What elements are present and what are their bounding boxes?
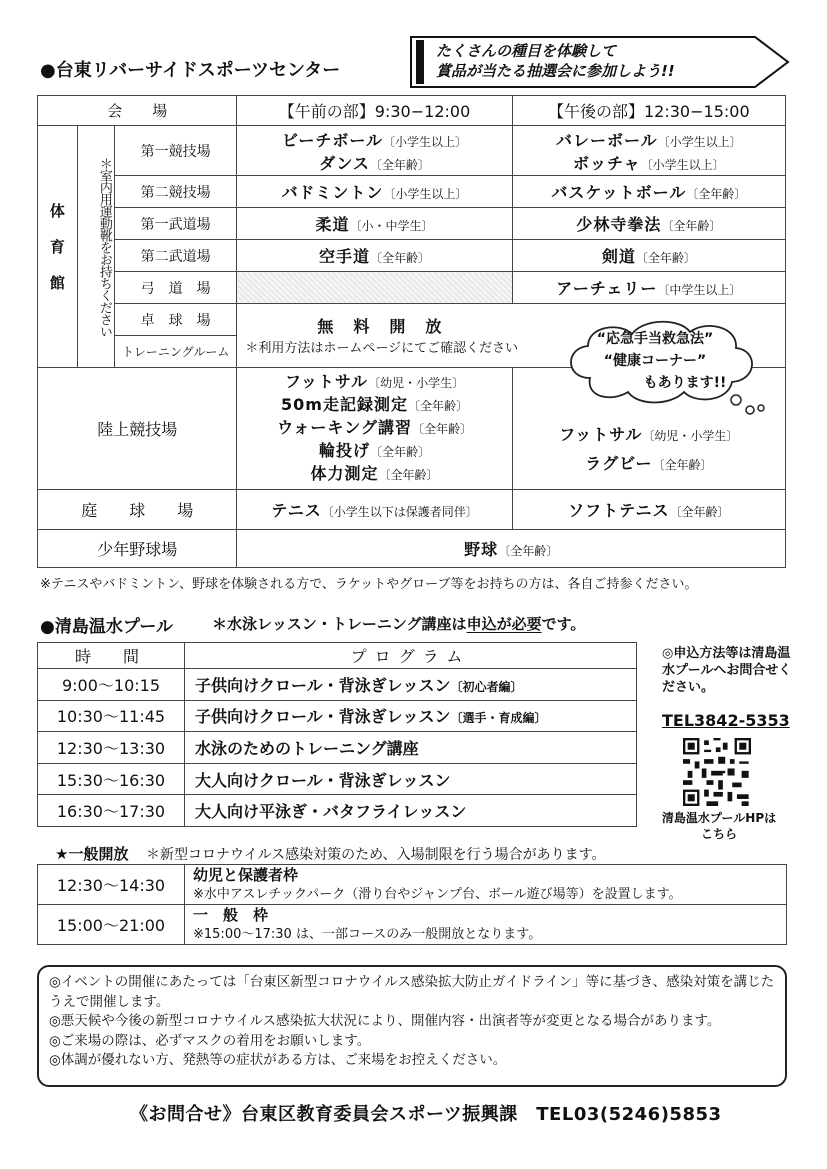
activity-age: 〔全年齢〕 — [669, 505, 730, 519]
activity-age: 〔全年齢〕 — [407, 399, 468, 413]
time-cell: 12:30〜14:30 — [38, 865, 185, 905]
note-underlined: 申込が必要 — [466, 615, 542, 633]
time-cell: 15:30〜16:30 — [38, 763, 185, 795]
program-name: 大人向けクロール・背泳ぎレッスン — [195, 770, 451, 790]
pm-activity-cell — [512, 176, 785, 208]
program-cell — [185, 732, 637, 764]
venue-cell: 弓 道 場 — [114, 272, 237, 304]
venue-cell: 庭 球 場 — [38, 490, 237, 530]
promo-banner — [410, 36, 790, 88]
am-activity-cell — [237, 368, 512, 490]
header-morning: 【午前の部】9:30−12:00 — [237, 96, 512, 126]
equipment-note: ※テニスやバドミントン、野球を体験される方で、ラケットやグローブ等をお持ちの方は、各自ご持参ください。 — [40, 577, 698, 592]
banner-text — [436, 41, 675, 81]
section-heading-sports-center: ●台東リバーサイドスポーツセンター — [40, 60, 341, 81]
am-activity-cell — [237, 240, 512, 272]
cloud-line2: “健康コーナー” — [603, 353, 707, 369]
activity-name: 柔道 — [315, 215, 350, 234]
gym-note-cell — [77, 126, 114, 368]
time-cell: 10:30〜11:45 — [38, 700, 185, 732]
activity-age: 〔小学生以上〕 — [657, 134, 742, 149]
activity-name: 輪投げ — [319, 441, 371, 460]
gym-char: 体 — [49, 201, 65, 220]
notices-box — [37, 965, 787, 1087]
pm-activity-cell — [512, 240, 785, 272]
activity-age: 〔全年齢〕 — [370, 445, 431, 459]
gym-label — [38, 126, 78, 368]
activity-name: フットサル — [284, 372, 369, 391]
am-activity-cell — [237, 176, 512, 208]
venue-cell: トレーニングルーム — [114, 336, 237, 368]
table-row — [38, 669, 637, 701]
cloud-line3: もあります!! — [643, 375, 727, 391]
note-pre: ＊水泳レッスン・トレーニング講座は — [212, 615, 467, 633]
activity-age: 〔全年齢〕 — [498, 544, 559, 558]
program-cell — [185, 795, 637, 827]
activity-age: 〔小学生以上〕 — [640, 157, 725, 172]
table-row — [38, 865, 787, 905]
header-venue: 会 場 — [38, 96, 237, 126]
qr-code-icon[interactable] — [683, 738, 751, 806]
program-cell — [185, 763, 637, 795]
venue-cell: 第二競技場 — [114, 176, 237, 208]
activity-name: 体力測定 — [310, 464, 379, 483]
open-title: 一 般 枠 — [193, 905, 269, 924]
activity-name: バレーボール — [555, 130, 658, 150]
activity-age: 〔幼児・小学生〕 — [368, 376, 465, 390]
gym-char: 館 — [49, 273, 65, 292]
notice-item: ◎ご来場の際は、必ずマスクの着用をお願いします。 — [49, 1032, 371, 1049]
activity-name: 野球 — [464, 540, 499, 559]
activity-name: ボッチャ — [573, 153, 641, 173]
public-open-note: ＊新型コロナウイルス感染対策のため、入場制限を行う場合があります。 — [146, 847, 606, 863]
activity-age: 〔全年齢〕 — [652, 458, 713, 472]
program-tag: 〔初心者編〕 — [450, 679, 523, 694]
activity-name: バドミントン — [281, 183, 384, 202]
banner-line2: 賞品が当たる抽選会に参加しよう!! — [436, 62, 675, 80]
program-name: 子供向けクロール・背泳ぎレッスン — [195, 707, 451, 727]
am-activity-cell — [237, 208, 512, 240]
gym-char: 育 — [49, 237, 65, 256]
notice-item: ◎悪天候や今後の新型コロナウイルス感染拡大状況により、開催内容・出演者等が変更となる場合があります。 — [49, 1013, 721, 1029]
activity-age: 〔全年齢〕 — [370, 251, 431, 265]
open-desc-cell — [185, 905, 787, 945]
activity-age: 〔全年齢〕 — [635, 251, 696, 265]
activity-age: 〔小学生以上〕 — [383, 187, 468, 201]
table-row — [38, 763, 637, 795]
table-row — [38, 732, 637, 764]
activity-age: 〔全年齢〕 — [378, 468, 439, 482]
open-desc-cell — [185, 865, 787, 905]
activity-name: フットサル — [559, 425, 643, 444]
program-name: 子供向けクロール・背泳ぎレッスン — [195, 675, 451, 695]
activity-name: 剣道 — [601, 247, 636, 266]
header-afternoon: 【午後の部】12:30−15:00 — [512, 96, 785, 126]
open-sub: ※15:00〜17:30 は、一部コースのみ一般開放となります。 — [193, 926, 542, 942]
open-title: 幼児と保護者枠 — [193, 865, 299, 884]
notice-item: ◎体調が優れない方、発熱等の症状がある方は、ご来場をお控えください。 — [49, 1052, 507, 1068]
activity-name: ビーチボール — [281, 130, 384, 150]
public-open-table — [37, 864, 787, 945]
activity-name: バスケットボール — [551, 183, 687, 202]
note-post: です。 — [541, 615, 586, 633]
venue-cell: 陸上競技場 — [38, 368, 237, 490]
banner-line1: たくさんの種目を体験して — [436, 42, 617, 60]
am-activity-cell — [237, 126, 512, 176]
header-time: 時 間 — [38, 643, 185, 669]
table-row — [38, 700, 637, 732]
pm-activity-cell — [512, 126, 785, 176]
activity-name: テニス — [271, 501, 322, 520]
free-open-title: 無 料 開 放 — [317, 317, 444, 336]
table-row — [38, 795, 637, 827]
contact-footer: 《お問合せ》台東区教育委員会スポーツ振興課 TEL03(5246)5853 — [130, 1104, 722, 1125]
pm-activity-cell — [512, 490, 785, 530]
pm-activity-cell — [512, 208, 785, 240]
pool-application-note — [212, 613, 585, 634]
activity-age: 〔中学生以上〕 — [657, 283, 742, 297]
activity-age: 〔全年齢〕 — [411, 422, 472, 436]
time-cell: 12:30〜13:30 — [38, 732, 185, 764]
header-program: プログラム — [185, 643, 637, 669]
cloud-text — [560, 328, 750, 394]
venue-cell: 第一競技場 — [114, 126, 237, 176]
program-tag: 〔選手・育成編〕 — [450, 711, 547, 726]
activity-age: 〔全年齢〕 — [686, 187, 747, 201]
activity-age: 〔小学生以下は保護者同伴〕 — [321, 505, 478, 519]
activity-name: 少林寺拳法 — [576, 215, 662, 234]
venue-cell: 第一武道場 — [114, 208, 237, 240]
banner-bar — [416, 40, 424, 84]
program-cell — [185, 669, 637, 701]
pool-inquiry-info: ◎申込方法等は清島温水プールへお問合せください。 — [662, 646, 792, 695]
pm-activity-cell — [512, 272, 785, 304]
all-day-activity-cell — [237, 530, 786, 568]
time-cell: 15:00〜21:00 — [38, 905, 185, 945]
venue-cell: 少年野球場 — [38, 530, 237, 568]
activity-name: ダンス — [319, 153, 370, 173]
program-cell — [185, 700, 637, 732]
activity-age: 〔全年齢〕 — [369, 157, 430, 172]
time-cell: 16:30〜17:30 — [38, 795, 185, 827]
qr-caption: 清島温水プールHPはこちら — [661, 811, 777, 841]
activity-age: 〔全年齢〕 — [661, 219, 722, 233]
activity-name: ラグビー — [585, 454, 653, 473]
program-name: 大人向け平泳ぎ・バタフライレッスン — [195, 802, 467, 822]
open-sub: ※水中アスレチックパーク（滑り台やジャンプ台、ボール遊び場等）を設置します。 — [193, 886, 682, 902]
pool-program-table — [37, 642, 637, 827]
first-aid-cloud — [560, 318, 770, 418]
am-empty-cell — [237, 272, 512, 304]
activity-age: 〔小学生以上〕 — [383, 134, 468, 149]
venue-cell: 第二武道場 — [114, 240, 237, 272]
activity-age: 〔小・中学生〕 — [349, 219, 434, 233]
activity-age: 〔幼児・小学生〕 — [642, 429, 739, 443]
section-heading-pool: ●清島温水プール — [40, 617, 173, 637]
activity-name: 空手道 — [319, 247, 371, 266]
public-open-heading: ★一般開放 — [55, 845, 129, 863]
activity-name: ウォーキング講習 — [277, 418, 412, 437]
activity-name: 50m走記録測定 — [281, 395, 408, 414]
free-open-note: ＊利用方法はホームページにてご確認ください — [245, 341, 519, 356]
am-activity-cell — [237, 490, 512, 530]
program-name: 水泳のためのトレーニング講座 — [195, 738, 419, 758]
table-row — [38, 905, 787, 945]
pool-phone[interactable]: TEL3842-5353 — [662, 711, 790, 730]
gym-note: ＊室内用運動靴をお持ちください — [96, 156, 112, 337]
activity-name: アーチェリー — [556, 279, 658, 298]
time-cell: 9:00〜10:15 — [38, 669, 185, 701]
activity-name: ソフトテニス — [568, 501, 670, 520]
notice-item: ◎イベントの開催にあたっては「台東区新型コロナウイルス感染拡大防止ガイドライン」等に基づき、感染対策を講じたうえで開催します。 — [49, 974, 775, 1010]
cloud-line1: “応急手当救急法” — [596, 331, 714, 347]
venue-cell: 卓 球 場 — [114, 304, 237, 336]
